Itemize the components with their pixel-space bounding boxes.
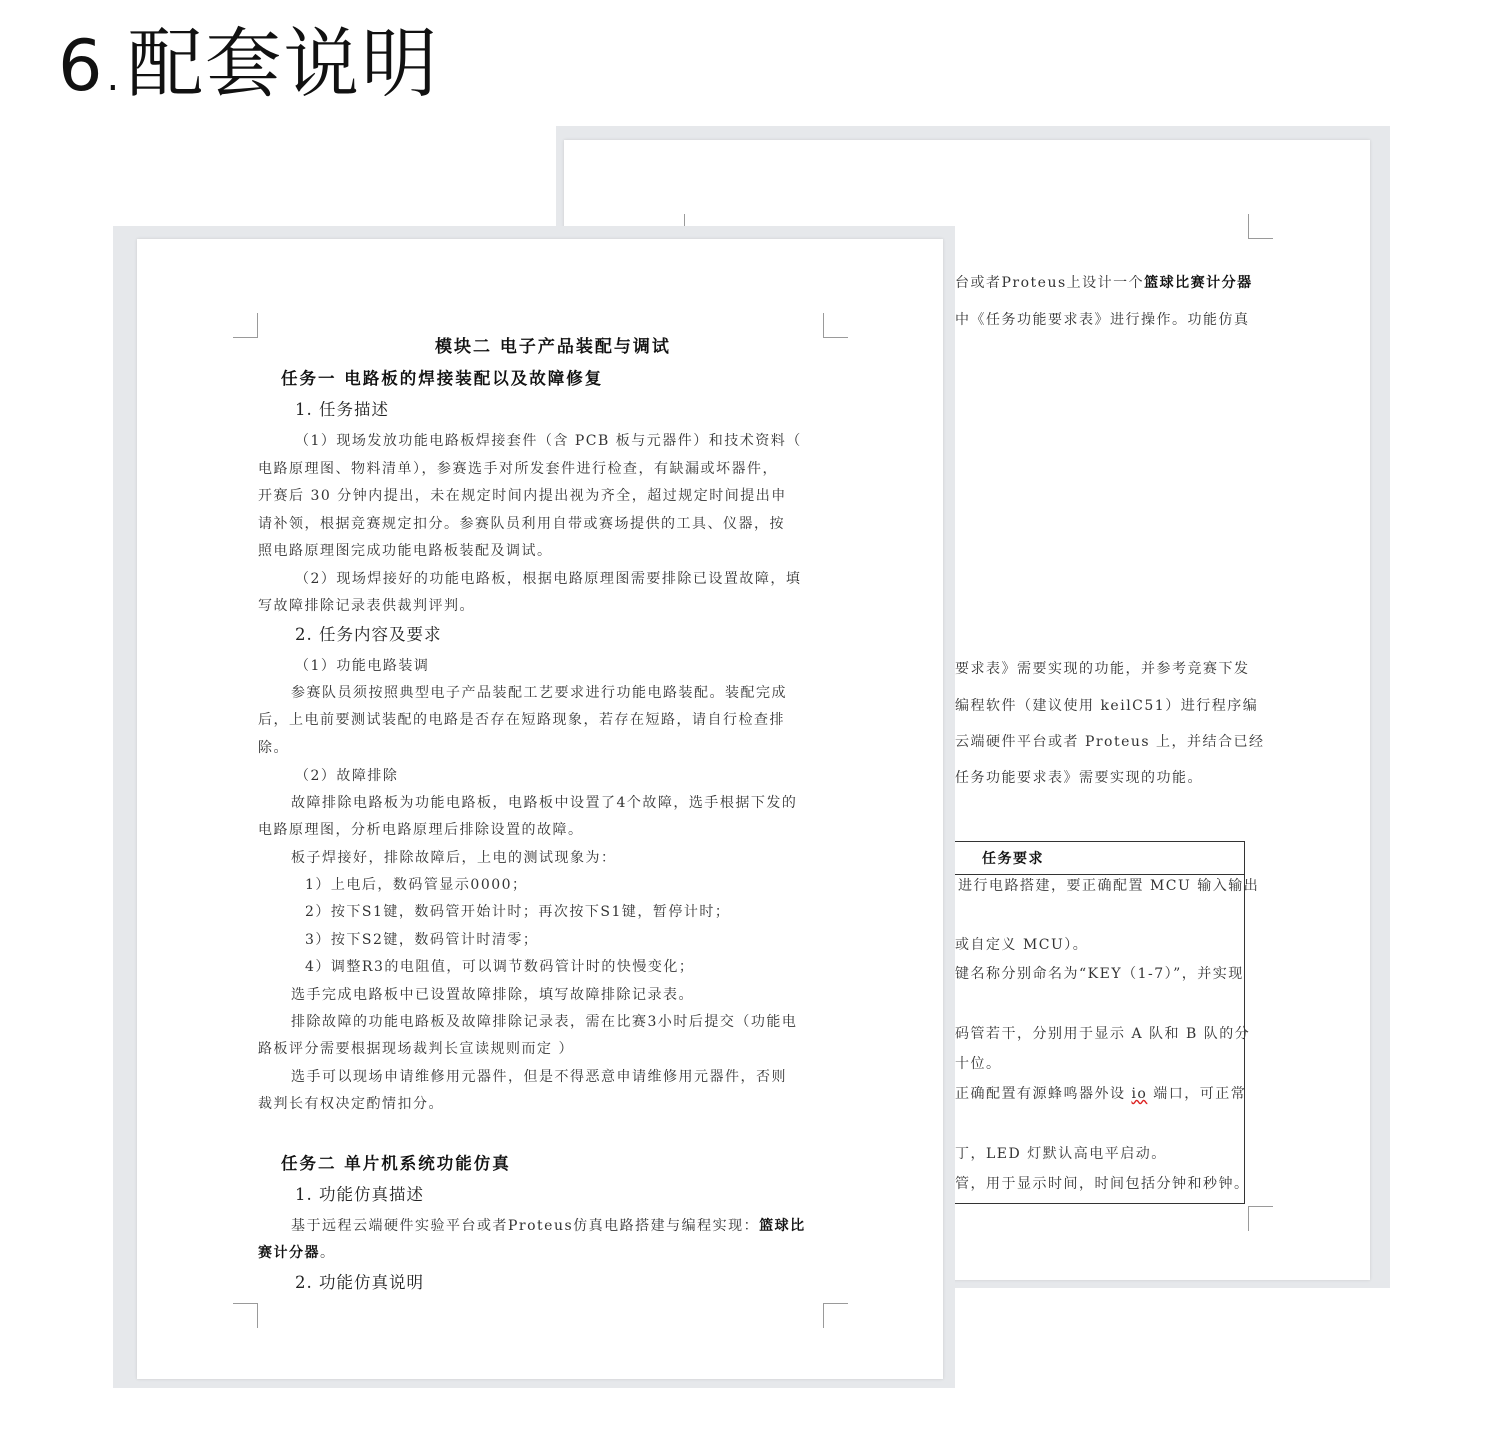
task1-title: 任务一 电路板的焊接装配以及故障修复 xyxy=(281,369,604,388)
list-item: 1）上电后，数码管显示0000； xyxy=(305,877,528,893)
table-row: 码管若干，分别用于显示 A 队和 B 队的分 xyxy=(955,1026,1251,1042)
paragraph-line: 后，上电前要测试装配的电路是否存在短路现象，若存在短路，请自行检查排 xyxy=(258,712,785,728)
task2-title: 任务二 单片机系统功能仿真 xyxy=(281,1154,511,1173)
paragraph-line: 开赛后 30 分钟内提出，未在规定时间内提出视为齐全，超过规定时间提出申 xyxy=(258,488,787,504)
table-row: 键名称分别命名为“KEY（1-7）”，并实现 xyxy=(955,966,1244,982)
table-row: 十位。 xyxy=(955,1056,1002,1072)
list-item: 3）按下S2键，数码管计时清零； xyxy=(305,932,539,948)
crop-mark xyxy=(233,313,258,338)
paragraph-line: 参赛队员须按照典型电子产品装配工艺要求进行功能电路装配。装配完成 xyxy=(291,685,787,701)
back-line: 编程软件（建议使用 keilC51）进行程序编 xyxy=(955,698,1259,714)
section-title: 1. 任务描述 xyxy=(295,400,389,419)
front-document-page xyxy=(137,239,943,1379)
paragraph-line: 基于远程云端硬件实验平台或者Proteus仿真电路搭建与编程实现：篮球比 xyxy=(291,1218,806,1234)
paragraph-line: （2）现场焊接好的功能电路板，根据电路原理图需要排除已设置故障，填 xyxy=(295,571,802,587)
heading-number: 6 xyxy=(58,25,105,107)
paragraph-line: 选手完成电路板中已设置故障排除，填写故障排除记录表。 xyxy=(291,987,694,1003)
section-title: 2. 功能仿真说明 xyxy=(295,1273,424,1292)
section-title: 1. 功能仿真描述 xyxy=(295,1185,424,1204)
list-item: 4）调整R3的电阻值，可以调节数码管计时的快慢变化； xyxy=(305,959,695,975)
crop-mark xyxy=(1248,214,1273,239)
back-line: 台或者Proteus上设计一个篮球比赛计分器 xyxy=(955,275,1253,291)
back-line: 云端硬件平台或者 Proteus 上，并结合已经 xyxy=(955,734,1265,750)
table-row: 丁，LED 灯默认高电平启动。 xyxy=(955,1146,1167,1162)
list-item: 2）按下S1键，数码管开始计时；再次按下S1键，暂停计时； xyxy=(305,904,731,920)
table-row: 正确配置有源蜂鸣器外设 io 端口，可正常 xyxy=(955,1086,1247,1102)
table-row: 管，用于显示时间，时间包括分钟和秒钟。 xyxy=(955,1176,1250,1192)
heading-dot: . xyxy=(106,54,122,100)
table-row: 或自定义 MCU）。 xyxy=(955,937,1089,953)
paragraph-line: 裁判长有权决定酌情扣分。 xyxy=(258,1096,444,1112)
crop-mark xyxy=(823,313,848,338)
paragraph-line: 电路原理图、物料清单），参赛选手对所发套件进行检查，有缺漏或坏器件， xyxy=(258,461,778,477)
crop-mark xyxy=(233,1303,258,1328)
back-line: 中《任务功能要求表》进行操作。功能仿真 xyxy=(955,312,1250,328)
back-line: 要求表》需要实现的功能，并参考竞赛下发 xyxy=(955,661,1250,677)
paragraph-line: 照电路原理图完成功能电路板装配及调试。 xyxy=(258,543,553,559)
paragraph-line: 路板评分需要根据现场裁判长宣读规则而定 ） xyxy=(258,1041,574,1057)
paragraph-line: 写故障排除记录表供裁判评判。 xyxy=(258,598,475,614)
heading-title: 配套说明 xyxy=(127,19,440,108)
page-heading xyxy=(58,19,440,108)
paragraph-line: 板子焊接好，排除故障后，上电的测试现象为： xyxy=(291,850,617,866)
paragraph-line: 除。 xyxy=(258,740,289,756)
section-title: 2. 任务内容及要求 xyxy=(295,625,442,644)
crop-mark xyxy=(823,1303,848,1328)
back-line: 任务功能要求表》需要实现的功能。 xyxy=(955,770,1203,786)
paragraph-line: 电路原理图，分析电路原理后排除设置的故障。 xyxy=(258,822,584,838)
paragraph-line: 赛计分器。 xyxy=(258,1245,336,1261)
crop-mark xyxy=(1248,1206,1273,1231)
table-row: 进行电路搭建，要正确配置 MCU 输入输出 xyxy=(958,878,1260,894)
paragraph-line: 选手可以现场申请维修用元器件，但是不得恶意申请维修用元器件，否则 xyxy=(291,1069,787,1085)
paragraph-line: 排除故障的功能电路板及故障排除记录表，需在比赛3小时后提交（功能电 xyxy=(291,1014,798,1030)
subsection-title: （2）故障排除 xyxy=(295,768,399,784)
paragraph-line: （1）现场发放功能电路板焊接套件（含 PCB 板与元器件）和技术资料（ xyxy=(295,433,802,449)
paragraph-line: 请补领，根据竞赛规定扣分。参赛队员利用自带或赛场提供的工具、仪器，按 xyxy=(258,516,785,532)
module-title: 模块二 电子产品装配与调试 xyxy=(435,337,671,357)
subsection-title: （1）功能电路装调 xyxy=(295,658,430,674)
table-header: 任务要求 xyxy=(982,851,1044,867)
paragraph-line: 故障排除电路板为功能电路板，电路板中设置了4个故障，选手根据下发的 xyxy=(291,795,798,811)
spellcheck-underline: io xyxy=(1131,1086,1148,1102)
